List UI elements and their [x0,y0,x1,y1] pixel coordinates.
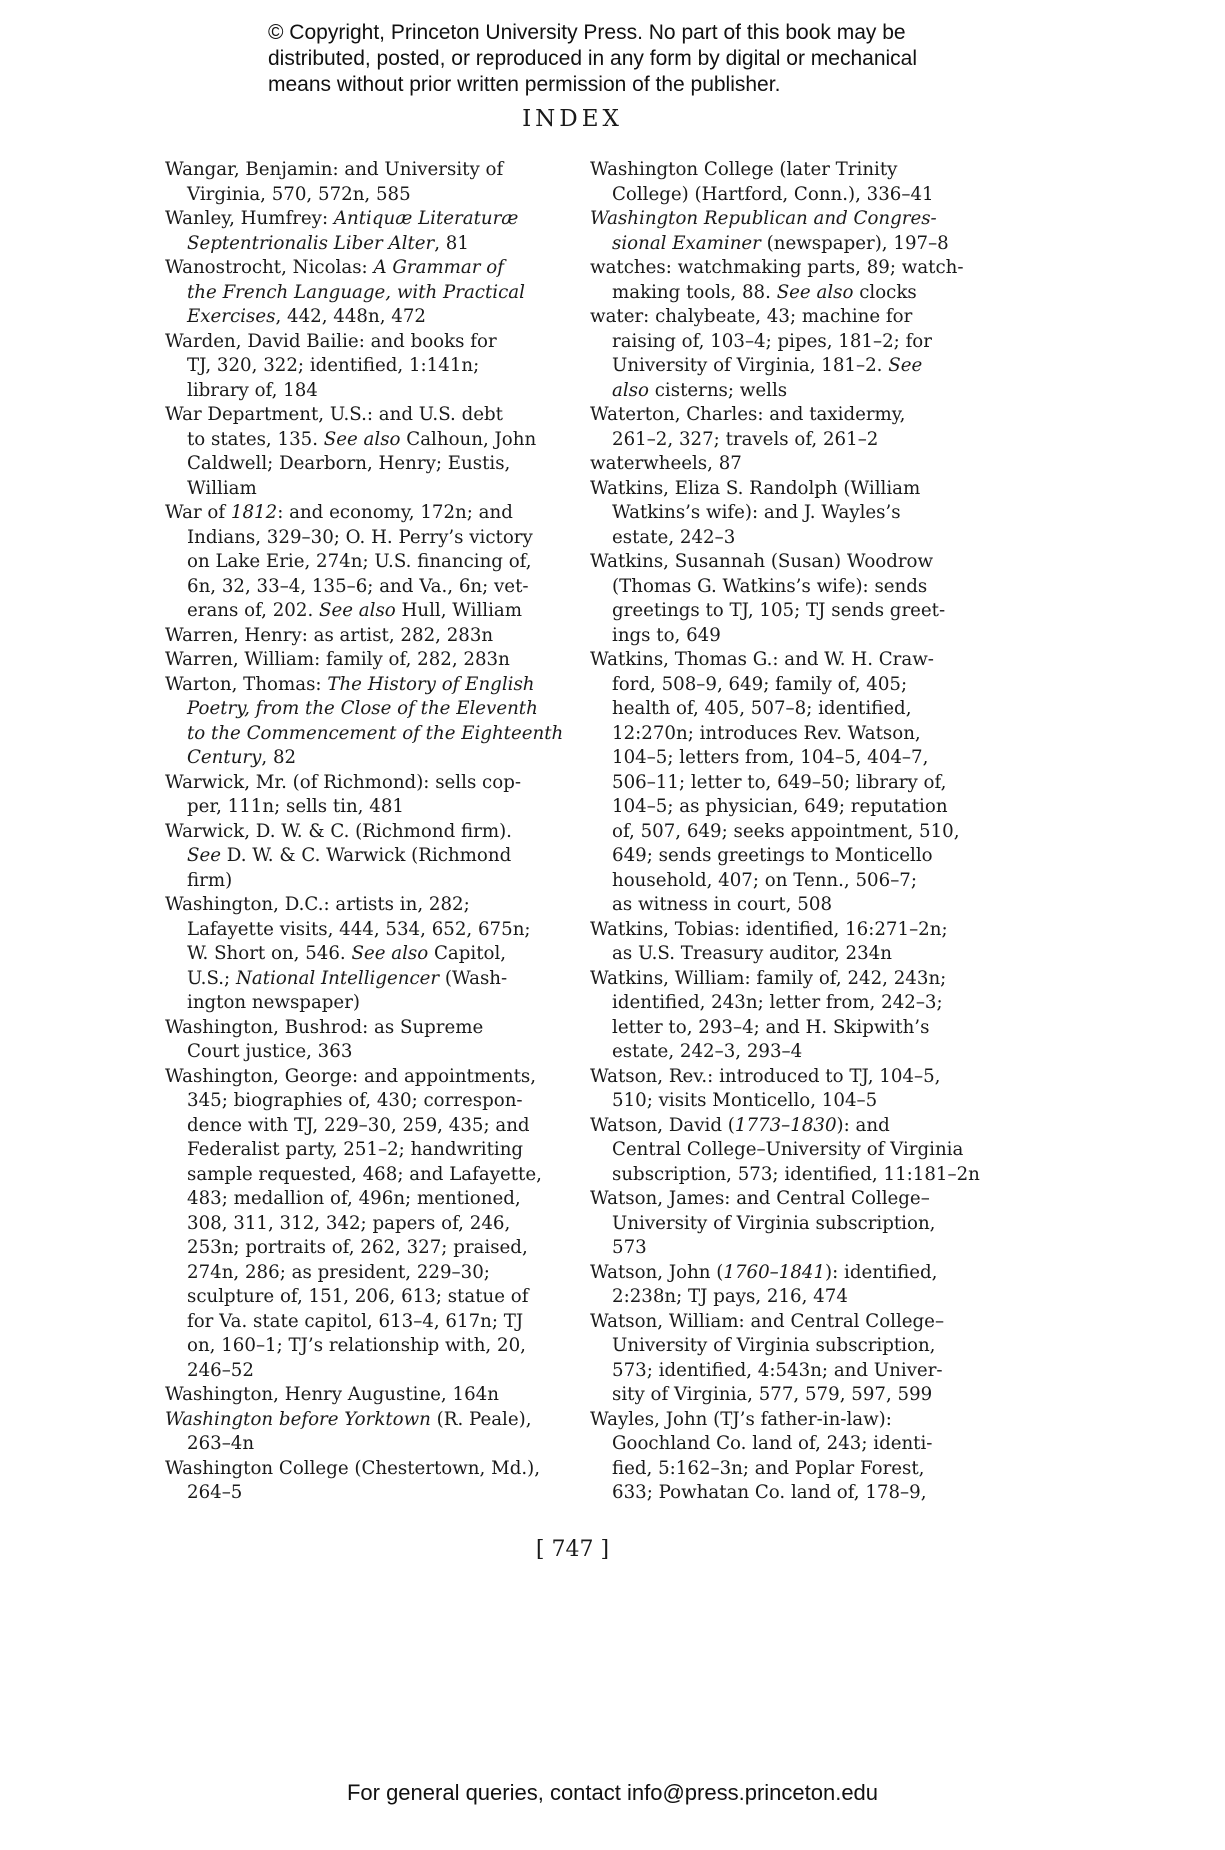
index-entry-head [165,1016,565,1041]
index-entry-head [590,158,1010,183]
text: University of Virginia, 181–2. [612,355,889,376]
text: Indians, 329–30; O. H. Perry’s victory [187,526,533,548]
index-entry-continuation [165,746,565,771]
text: 104–5; as physician, 649; reputation [612,796,948,817]
index-entry-head [165,501,565,526]
index-entry-head [165,673,565,698]
text: Washington, D.C.: artists in, 282; [165,894,470,915]
index-entry-continuation [165,697,565,722]
index-entry-head [590,403,1010,428]
index-entry-head [590,207,1010,232]
index-entry-continuation [590,991,1010,1016]
index-entry-continuation [590,893,1010,918]
index-entry-continuation [590,869,1010,894]
index-entry-continuation [165,183,565,208]
text: Wanley, Humfrey: [165,208,334,229]
index-entry-continuation [590,232,1010,257]
index-entry-continuation [590,1016,1010,1041]
italic-text: Century [187,747,262,768]
index-entry-head [165,207,565,232]
copyright-line: distributed, posted, or reproduced in any form by digital or mechanical [268,47,918,70]
index-entry-continuation [590,575,1010,600]
text: Washington College (later Trinity [590,159,898,180]
text: on Lake Erie, 274n; U.S. financing of, [187,551,532,572]
index-entry-continuation [590,1334,1010,1359]
index-entry-continuation [165,379,565,404]
index-entry-head [590,648,1010,673]
text: William [187,477,257,499]
text: Watkins’s wife): and J. Wayles’s [612,502,901,523]
index-entry-continuation [590,844,1010,869]
italic-text: The History of English [327,673,535,695]
index-entry-continuation [165,1163,565,1188]
text: per, 111n; sells tin, 481 [187,796,404,817]
index-entry-continuation [165,550,565,575]
text: ington newspaper) [187,992,360,1013]
text: Waterton, Charles: and taxidermy, [590,404,906,425]
text: Lafayette visits, 444, 534, 652, 675n; [187,918,531,940]
italic-text: 1773–1830 [734,1114,837,1136]
text: 2:238n; TJ pays, 216, 474 [612,1286,848,1307]
index-entry-head [590,1187,1010,1212]
page-title: INDEX [522,106,623,132]
index-entry-continuation [165,1040,565,1065]
index-entry-head [590,1261,1010,1286]
text: Wayles, John (TJ’s father-in-law): [590,1408,892,1430]
text: Hull, William [395,600,523,621]
italic-text: Antiquæ Literaturæ [333,208,519,229]
text: erans of, 202. [187,600,320,621]
text: War of [165,502,231,523]
index-entry-continuation [165,599,565,624]
index-entry-head [590,477,1010,502]
index-entry-head [165,771,565,796]
index-entry-head [590,1408,1010,1433]
text: College) (Hartford, Conn.), 336–41 [612,183,934,205]
text: Watkins, Tobias: identified, 16:271–2n; [590,918,948,940]
index-entry-continuation [165,1285,565,1310]
index-entry-continuation [590,722,1010,747]
text: Watkins, Eliza S. Randolph (William [590,477,921,499]
text: Watson, John ( [590,1261,724,1283]
text: Watkins, Thomas G.: and W. H. Craw- [590,649,934,670]
index-entry-continuation [590,1285,1010,1310]
index-entry-continuation [165,869,565,894]
index-entry-continuation [590,526,1010,551]
index-entry-head [590,550,1010,575]
text: ): and [836,1114,890,1136]
text: identified, 243n; letter from, 242–3; [612,992,943,1013]
text: water: chalybeate, 43; machine for [590,306,913,327]
italic-text: sional Examiner [612,232,761,254]
index-entry-head [590,452,1010,477]
index-entry-continuation [165,428,565,453]
index-entry-continuation [165,918,565,943]
text: clocks [853,281,917,303]
italic-text: 1760–1841 [723,1261,826,1283]
text: Watson, David ( [590,1114,735,1136]
text: raising of, 103–4; pipes, 181–2; for [612,330,932,352]
text: W. Short on, 546. [187,943,352,964]
text: 345; biographies of, 430; correspon- [187,1090,523,1111]
text: Virginia, 570, 572n, 585 [187,183,411,205]
index-entry-continuation [165,1187,565,1212]
italic-text: See also [351,943,429,964]
index-entry-continuation [590,183,1010,208]
index-entry-continuation [590,942,1010,967]
copyright-line: means without prior written permission of the publisher. [268,73,781,96]
index-entry-continuation [590,1236,1010,1261]
text: Washington, Bushrod: as Supreme [165,1016,484,1038]
index-entry-continuation [165,722,565,747]
text: of, 507, 649; seeks appointment, 510, [612,820,960,842]
text: ings to, 649 [612,624,721,646]
italic-text: Washington before Yorktown [165,1408,431,1430]
index-entry-continuation [165,1481,565,1506]
text: Capitol, [428,943,507,964]
text: U.S.; [187,967,236,989]
page-number: [ 747 ] [535,1537,610,1562]
index-entry-continuation [165,1359,565,1384]
text: ford, 508–9, 649; family of, 405; [612,673,908,695]
italic-text: National Intelligencer [235,967,440,989]
index-entry-continuation [590,1212,1010,1237]
index-entry-head [165,648,565,673]
index-entry-continuation [590,1359,1010,1384]
text: 274n, 286; as president, 229–30; [187,1261,490,1283]
text: TJ, 320, 322; identified, 1:141n; [187,355,480,376]
index-entry-continuation [165,232,565,257]
text: (Thomas G. Watkins’s wife): sends [612,575,928,597]
text: Watson, James: and Central College– [590,1188,930,1209]
text: 573 [612,1237,647,1258]
text: Wanostrocht, Nicolas: [165,257,374,278]
text: 261–2, 327; travels of, 261–2 [612,428,879,450]
text: for Va. state capitol, 613–4, 617n; TJ [187,1310,524,1332]
index-entry-head [165,330,565,355]
index-entry-continuation [165,305,565,330]
index-entry-head [165,1383,565,1408]
text: sity of Virginia, 577, 579, 597, 599 [612,1384,933,1405]
copyright-notice [268,20,988,98]
index-entry-head [165,1408,565,1433]
italic-text: to the Commencement of the Eighteenth [187,722,564,744]
italic-text: See [888,355,923,376]
index-entry-head [165,1457,565,1482]
index-entry-continuation [590,1163,1010,1188]
index-column-left [165,158,565,1506]
text: 633; Powhatan Co. land of, 178–9, [612,1482,927,1503]
italic-text: See also [319,600,396,621]
index-entry-head [590,1065,1010,1090]
index-entry-continuation [590,501,1010,526]
text: cisterns; wells [648,379,788,401]
index-entry-continuation [590,1432,1010,1457]
index-entry-continuation [590,795,1010,820]
index-entry-continuation [165,575,565,600]
copyright-line: © Copyright, Princeton University Press. No part of this book may be [268,21,906,44]
text: 649; sends greetings to Monticello [612,845,933,866]
index-entry-continuation [590,428,1010,453]
index-entry-continuation [590,697,1010,722]
text: Warden, David Bailie: and books for [165,330,497,352]
text: dence with TJ, 229–30, 259, 435; and [187,1114,530,1136]
index-entry-continuation [165,1334,565,1359]
text: estate, 242–3, 293–4 [612,1041,803,1062]
index-entry-continuation [590,1383,1010,1408]
text: 308, 311, 312, 342; papers of, 246, [187,1212,511,1234]
index-entry-head [165,158,565,183]
text: household, 407; on Tenn., 506–7; [612,869,917,891]
text: library of, 184 [187,379,318,401]
text: 253n; portraits of, 262, 327; praised, [187,1237,528,1258]
index-entry-continuation [165,1212,565,1237]
text: D. W. & C. Warwick (Richmond [221,845,512,866]
index-entry-continuation [590,746,1010,771]
text: Warton, Thomas: [165,673,328,695]
text: Washington College (Chestertown, Md.), [165,1457,540,1479]
text: Wangar, Benjamin: and University of [165,159,504,180]
index-entry-continuation [165,1310,565,1335]
text: Watson, William: and Central College– [590,1310,945,1332]
text: Washington, George: and appointments, [165,1065,537,1087]
index-entry-continuation [590,1481,1010,1506]
index-entry-continuation [165,526,565,551]
index-entry-continuation [165,1089,565,1114]
italic-text: also [612,379,649,401]
text: sculpture of, 151, 206, 613; statue of [187,1286,529,1307]
index-entry-continuation [165,844,565,869]
index-entry-continuation [165,967,565,992]
italic-text: Poetry, from the Close of the Eleventh [187,698,538,719]
italic-text: See [187,845,221,866]
text: Warwick, D. W. & C. (Richmond firm). [165,820,512,842]
text: Watkins, Susannah (Susan) Woodrow [590,551,934,572]
index-entry-head [590,256,1010,281]
index-entry-continuation [165,942,565,967]
index-entry-continuation [165,452,565,477]
text: fied, 5:162–3n; and Poplar Forest, [612,1457,925,1479]
index-entry-head [165,820,565,845]
text: ): identified, [825,1261,938,1283]
text: University of Virginia subscription, [612,1212,936,1234]
index-entry-head [165,403,565,428]
index-entry-continuation [590,1040,1010,1065]
text: subscription, 573; identified, 11:181–2n [612,1163,980,1185]
index-entry-continuation [165,477,565,502]
text: 264–5 [187,1482,243,1503]
index-entry-head [590,967,1010,992]
index-entry-head [165,624,565,649]
italic-text: See also [323,428,401,450]
text: , 82 [261,747,297,768]
index-entry-continuation [590,379,1010,404]
text: Central College–University of Virginia [612,1139,964,1160]
italic-text: Exercises [187,306,276,327]
text: making tools, 88. [612,281,777,303]
text: 6n, 32, 33–4, 135–6; and Va., 6n; vet- [187,575,529,597]
index-entry-continuation [165,991,565,1016]
text: on, 160–1; TJ’s relationship with, 20, [187,1335,526,1356]
index-entry-continuation [590,673,1010,698]
text: 246–52 [187,1359,254,1381]
italic-text: A Grammar of [373,257,504,278]
index-entry-head [165,893,565,918]
text: Washington, Henry Augustine, 164n [165,1384,499,1405]
text: Warren, William: family of, 282, 283n [165,649,510,670]
text: as witness in court, 508 [612,894,833,915]
text: firm) [187,869,233,891]
index-entry-continuation [165,1432,565,1457]
index-entry-continuation [165,281,565,306]
index-entry-head [590,918,1010,943]
italic-text: See also [776,281,854,303]
text: 573; identified, 4:543n; and Univer- [612,1359,943,1381]
text: Warren, Henry: as artist, 282, 283n [165,624,494,646]
index-entry-continuation [165,795,565,820]
footer-contact: For general queries, contact info@press.princeton.edu [346,1780,879,1805]
text: 12:270n; introduces Rev. Watson, [612,722,921,744]
index-entry-continuation [165,1114,565,1139]
index-entry-continuation [165,1236,565,1261]
index-entry-head [590,1310,1010,1335]
text: waterwheels, 87 [590,453,742,474]
index-entry-continuation [590,281,1010,306]
italic-text: Washington Republican and Congres- [590,208,937,229]
text: , 442, 448n, 472 [275,306,426,327]
text: watches: watchmaking parts, 89; watch- [590,257,964,278]
text: letter to, 293–4; and H. Skipwith’s [612,1016,930,1038]
text: War Department, U.S.: and U.S. debt [165,404,503,425]
text: to states, 135. [187,428,324,450]
text: : and economy, 172n; and [277,502,513,523]
index-entry-continuation [590,330,1010,355]
index-entry-continuation [590,1089,1010,1114]
text: Court justice, 363 [187,1041,353,1062]
text: as U.S. Treasury auditor, 234n [612,943,892,964]
text: (Wash- [439,967,508,989]
italic-text: Septentrionalis Liber Alter [187,232,435,254]
text: 263–4n [187,1433,255,1454]
text: Warwick, Mr. (of Richmond): sells cop- [165,771,521,793]
text: Watson, Rev.: introduced to TJ, 104–5, [590,1065,941,1087]
italic-text: the French Language, with Practical [187,281,525,303]
text: health of, 405, 507–8; identified, [612,698,912,719]
index-entry-continuation [165,354,565,379]
index-entry-continuation [590,820,1010,845]
index-entry-head [165,256,565,281]
text: Federalist party, 251–2; handwriting [187,1139,524,1160]
text: 506–11; letter to, 649–50; library of, [612,771,947,793]
index-entry-continuation [590,771,1010,796]
index-column-right [590,158,1010,1506]
text: Caldwell; Dearborn, Henry; Eustis, [187,453,511,474]
text: Watkins, William: family of, 242, 243n; [590,967,947,989]
text: 104–5; letters from, 104–5, 404–7, [612,747,929,768]
text: greetings to TJ, 105; TJ sends greet- [612,600,946,621]
index-entry-continuation [590,1138,1010,1163]
index-entry-continuation [590,624,1010,649]
text: estate, 242–3 [612,526,736,548]
text: Calhoun, John [400,428,537,450]
index-entry-continuation [165,1138,565,1163]
text: (newspaper), 197–8 [760,232,949,254]
text: 510; visits Monticello, 104–5 [612,1090,878,1111]
text: sample requested, 468; and Lafayette, [187,1163,542,1185]
index-entry-continuation [590,599,1010,624]
index-entry-head [590,1114,1010,1139]
text: (R. Peale), [430,1408,532,1430]
italic-text: 1812 [230,502,278,523]
index-entry-continuation [590,354,1010,379]
index-entry-continuation [590,1457,1010,1482]
index-entry-continuation [165,1261,565,1286]
text: , 81 [434,232,469,254]
text: 483; medallion of, 496n; mentioned, [187,1188,521,1209]
index-entry-head [165,1065,565,1090]
text: Goochland Co. land of, 243; identi- [612,1433,933,1454]
text: University of Virginia subscription, [612,1335,936,1356]
index-entry-head [590,305,1010,330]
